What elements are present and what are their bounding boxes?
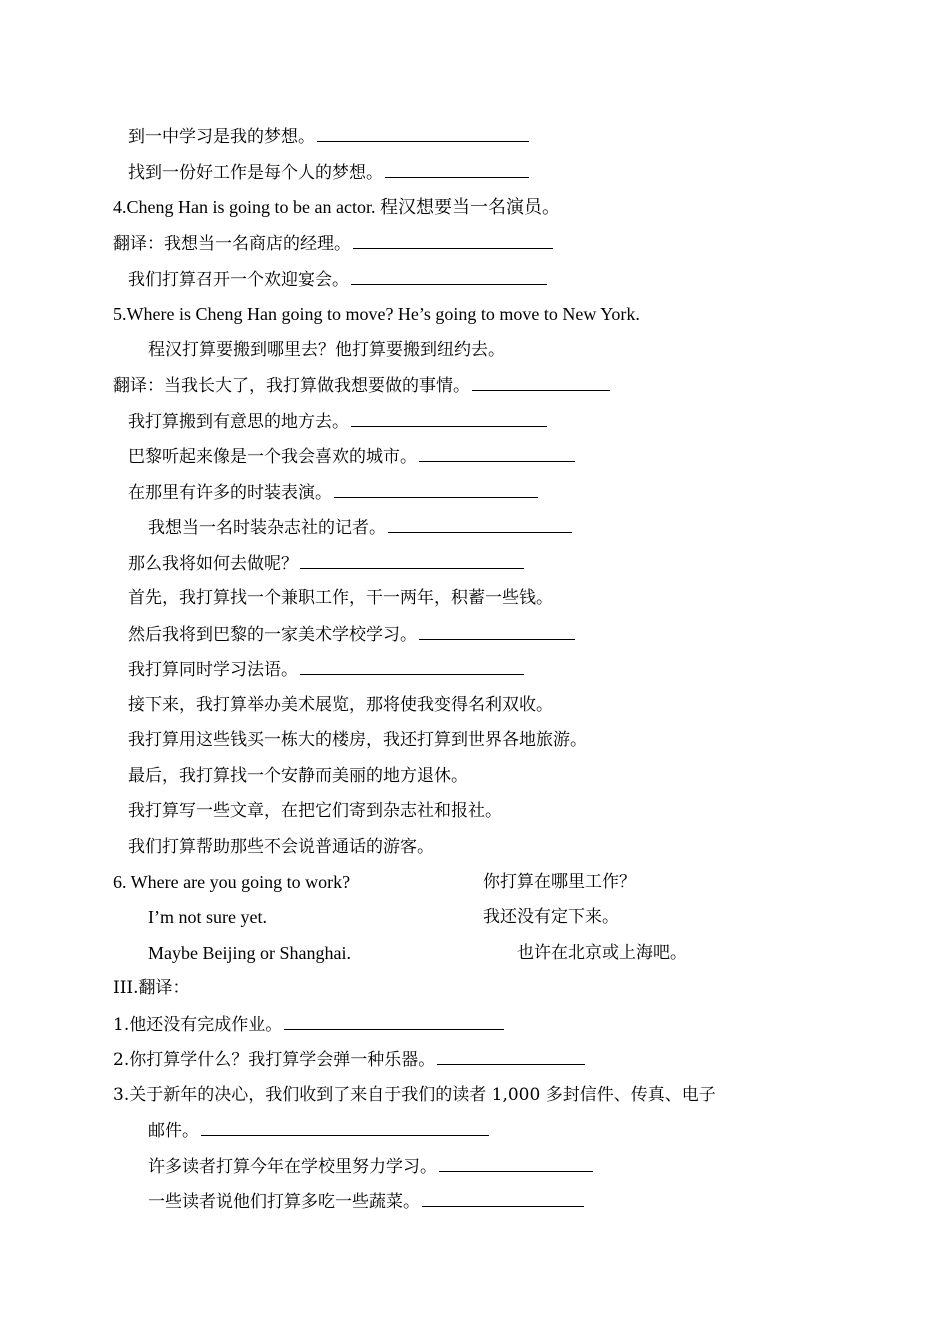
answer-blank[interactable] bbox=[334, 481, 538, 498]
exercise-line: 然后我将到巴黎的一家美术学校学习。 bbox=[128, 623, 575, 646]
dialogue-chinese: 我还没有定下来。 bbox=[483, 907, 619, 927]
exercise-line: 那么我将如何去做呢？ bbox=[128, 552, 524, 575]
exercise-line: 我打算用这些钱买一栋大的楼房，我还打算到世界各地旅游。 bbox=[128, 730, 587, 750]
answer-blank[interactable] bbox=[472, 374, 610, 391]
answer-blank[interactable] bbox=[300, 552, 524, 569]
exercise-line: 我打算搬到有意思的地方去。 bbox=[128, 410, 547, 433]
dialogue-english: 6. Where are you going to work? bbox=[113, 872, 351, 892]
exercise-line: 到一中学习是我的梦想。 bbox=[128, 125, 529, 148]
exercise-line: 邮件。 bbox=[148, 1119, 489, 1142]
exercise-line: 最后，我打算找一个安静而美丽的地方退休。 bbox=[128, 766, 468, 786]
answer-blank[interactable] bbox=[317, 125, 529, 142]
exercise-line: 我打算同时学习法语。 bbox=[128, 658, 524, 681]
exercise-line: 我打算写一些文章，在把它们寄到杂志社和报社。 bbox=[128, 801, 502, 821]
exercise-line: 2.你打算学什么？我打算学会弹一种乐器。 bbox=[113, 1048, 585, 1071]
answer-blank[interactable] bbox=[284, 1013, 504, 1030]
answer-blank[interactable] bbox=[351, 268, 547, 285]
answer-blank[interactable] bbox=[385, 161, 529, 178]
answer-blank[interactable] bbox=[439, 1155, 593, 1172]
answer-blank[interactable] bbox=[353, 232, 553, 249]
dialogue-english: I’m not sure yet. bbox=[148, 907, 267, 927]
example-translation: 程汉打算要搬到哪里去？他打算要搬到纽约去。 bbox=[148, 340, 505, 360]
exercise-line: 接下来，我打算举办美术展览，那将使我变得名利双收。 bbox=[128, 695, 553, 715]
exercise-line: 翻译：我想当一名商店的经理。 bbox=[113, 232, 553, 255]
exercise-line: 首先，我打算找一个兼职工作，干一两年，积蓄一些钱。 bbox=[128, 588, 553, 608]
answer-blank[interactable] bbox=[419, 445, 575, 462]
exercise-line: 翻译：当我长大了，我打算做我想要做的事情。 bbox=[113, 374, 610, 397]
exercise-line: 一些读者说他们打算多吃一些蔬菜。 bbox=[148, 1190, 584, 1213]
exercise-line: 巴黎听起来像是一个我会喜欢的城市。 bbox=[128, 445, 575, 468]
dialogue-chinese: 也许在北京或上海吧。 bbox=[517, 943, 687, 963]
answer-blank[interactable] bbox=[300, 658, 524, 675]
dialogue-chinese: 你打算在哪里工作？ bbox=[483, 872, 636, 892]
exercise-line: 我们打算召开一个欢迎宴会。 bbox=[128, 268, 547, 291]
answer-blank[interactable] bbox=[351, 410, 547, 427]
dialogue-english: Maybe Beijing or Shanghai. bbox=[148, 943, 351, 963]
exercise-line: 我想当一名时装杂志社的记者。 bbox=[148, 516, 572, 539]
answer-blank[interactable] bbox=[419, 623, 575, 640]
answer-blank[interactable] bbox=[388, 516, 572, 533]
section-heading: III.翻译： bbox=[113, 978, 190, 998]
answer-blank[interactable] bbox=[422, 1190, 584, 1207]
exercise-line: 找到一份好工作是每个人的梦想。 bbox=[128, 161, 529, 184]
exercise-line: 3.关于新年的决心，我们收到了来自于我们的读者 1,000 多封信件、传真、电子 bbox=[113, 1085, 716, 1105]
exercise-line: 1.他还没有完成作业。 bbox=[113, 1013, 504, 1036]
example-sentence: 4.Cheng Han is going to be an actor. 程汉想要当一名演员。 bbox=[113, 197, 560, 217]
exercise-line: 我们打算帮助那些不会说普通话的游客。 bbox=[128, 837, 434, 857]
exercise-line: 许多读者打算今年在学校里努力学习。 bbox=[148, 1155, 593, 1178]
example-sentence: 5.Where is Cheng Han going to move? He’s going to move to New York. bbox=[113, 304, 640, 324]
answer-blank[interactable] bbox=[201, 1119, 489, 1136]
answer-blank[interactable] bbox=[437, 1048, 585, 1065]
exercise-line: 在那里有许多的时装表演。 bbox=[128, 481, 538, 504]
